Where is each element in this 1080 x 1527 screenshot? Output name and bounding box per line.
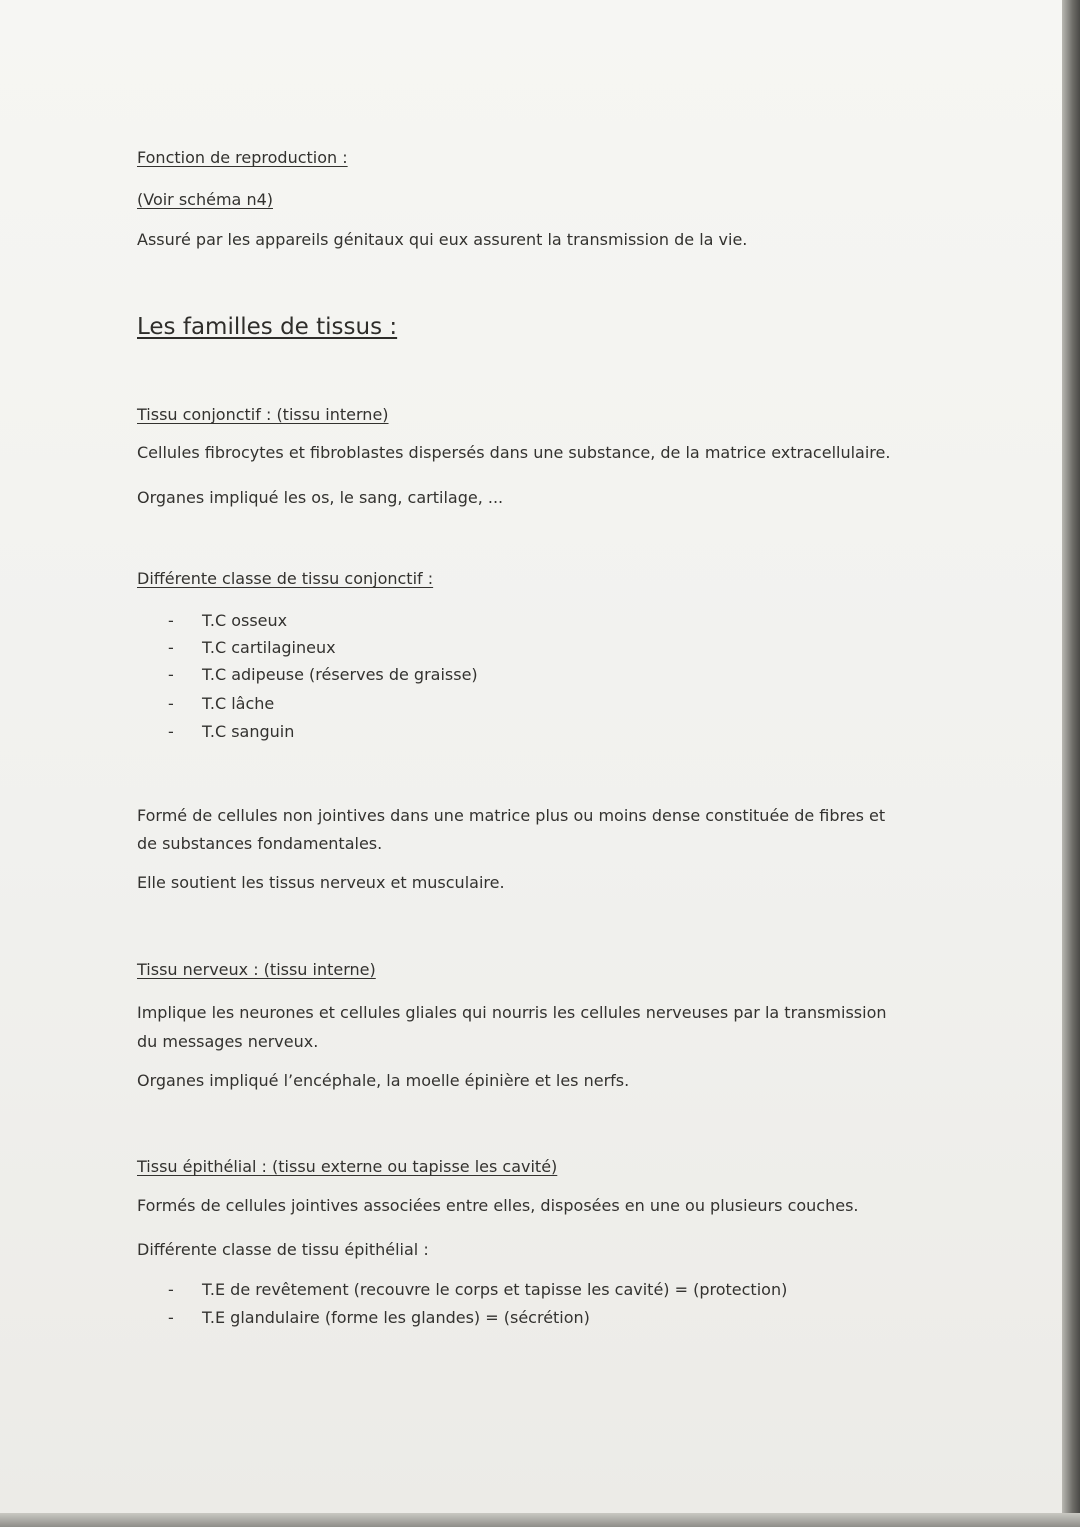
bullet-dash: -: [168, 611, 174, 630]
nerveux-title: Tissu nerveux : (tissu interne): [137, 960, 376, 979]
list-item-label: T.C lâche: [202, 694, 275, 713]
reproduction-ref: (Voir schéma n4): [137, 190, 273, 209]
epithelial-classes-title: Différente classe de tissu épithélial :: [137, 1240, 429, 1259]
conjonctif-para1: Formé de cellules non jointives dans une matrice plus ou moins dense constituée de fibres et: [137, 806, 886, 825]
epithelial-line1: Formés de cellules jointives associées entre elles, disposées en une ou plusieurs couches.: [137, 1196, 859, 1215]
conjonctif-para3: Elle soutient les tissus nerveux et musculaire.: [137, 873, 505, 892]
list-item-label: T.C cartilagineux: [202, 638, 336, 657]
reproduction-text: Assuré par les appareils génitaux qui eux assurent la transmission de la vie.: [137, 230, 748, 249]
bullet-dash: -: [168, 722, 174, 741]
list-item-label: T.C adipeuse (réserves de graisse): [202, 665, 478, 684]
conjonctif-title: Tissu conjonctif : (tissu interne): [137, 405, 389, 424]
nerveux-line2: du messages nerveux.: [137, 1032, 319, 1051]
page-edge-shadow: [1062, 0, 1080, 1527]
list-item: [168, 722, 294, 742]
list-item: [168, 694, 274, 714]
conjonctif-classes-title: Différente classe de tissu conjonctif :: [137, 569, 434, 588]
conjonctif-line1: Cellules fibrocytes et fibroblastes dispersés dans une substance, de la matrice extracellulaire.: [137, 443, 891, 462]
page-bottom-edge: [0, 1513, 1080, 1527]
conjonctif-para2: de substances fondamentales.: [137, 834, 383, 853]
list-item-label: T.E glandulaire (forme les glandes) = (sécrétion): [202, 1308, 590, 1327]
epithelial-title: Tissu épithélial : (tissu externe ou tapisse les cavité): [137, 1157, 558, 1176]
section-title: Les familles de tissus :: [137, 314, 398, 340]
list-item: [168, 611, 287, 631]
list-item-label: T.C sanguin: [202, 722, 295, 741]
reproduction-title: Fonction de reproduction :: [137, 148, 348, 167]
list-item-label: T.C osseux: [202, 611, 288, 630]
nerveux-line3: Organes impliqué l’encéphale, la moelle épinière et les nerfs.: [137, 1071, 630, 1090]
nerveux-line1: Implique les neurones et cellules gliales qui nourris les cellules nerveuses par la transmission: [137, 1003, 887, 1022]
list-item: [168, 638, 336, 658]
bullet-dash: -: [168, 1308, 174, 1327]
list-item: [168, 665, 478, 685]
list-item: [168, 1280, 787, 1300]
list-item: [168, 1308, 590, 1328]
bullet-dash: -: [168, 694, 174, 713]
bullet-dash: -: [168, 638, 174, 657]
list-item-label: T.E de revêtement (recouvre le corps et tapisse les cavité) = (protection): [202, 1280, 788, 1299]
bullet-dash: -: [168, 1280, 174, 1299]
conjonctif-line2: Organes impliqué les os, le sang, cartilage, ...: [137, 488, 504, 507]
bullet-dash: -: [168, 665, 174, 684]
